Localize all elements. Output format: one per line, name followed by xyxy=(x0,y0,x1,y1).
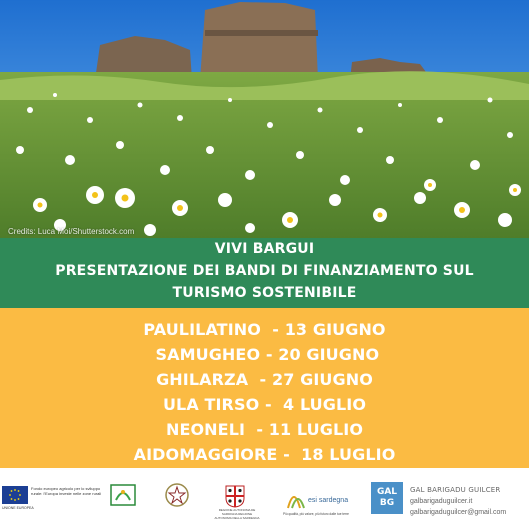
eu-caption: UNIONE EUROPEA xyxy=(2,506,34,510)
schedule-item: GHILARZA - 27 GIUGNO xyxy=(156,370,373,389)
psr-sardegna-logo xyxy=(284,482,349,512)
eu-flag-icon xyxy=(2,486,28,504)
gal-website: galbarigaduguilcer.it xyxy=(410,498,473,505)
psr-sardegna-tagline: Più qualità, più valore, più futuro dalle tue terre xyxy=(283,512,349,516)
sardinia-region-emblem-icon xyxy=(224,484,246,508)
nuraghe-meadow-image xyxy=(0,0,529,238)
gal-bg-logo xyxy=(371,482,403,514)
eafrd-text: Fondo europeo agricolo per lo sviluppo rurale: l'Europa investe nelle zone rurali xyxy=(31,486,102,496)
title-banner xyxy=(0,238,529,308)
event-schedule xyxy=(0,308,529,468)
schedule-item: PAULILATINO - 13 GIUGNO xyxy=(143,320,386,339)
banner-subtitle-line2: TURISMO SOSTENIBILE xyxy=(172,285,357,301)
italian-republic-emblem-icon xyxy=(165,482,189,508)
schedule-item: ULA TIRSO - 4 LUGLIO xyxy=(162,395,367,414)
gal-name: GAL BARIGADU GUILCER xyxy=(410,486,501,494)
banner-title: VIVI BARGUI xyxy=(214,241,315,257)
gal-logo-top: GAL xyxy=(376,487,398,497)
sardinia-region-text: REGIONE AUTONOMA DE SARDIGNA REGIONE AUTONOMA DELLA SARDEGNA xyxy=(214,508,260,520)
gal-logo-bottom: BG xyxy=(379,498,395,508)
gal-email: galbarigaduguilcer@gmail.com xyxy=(410,509,507,516)
schedule-item: NEONELI - 11 LUGLIO xyxy=(165,420,364,439)
banner-subtitle-line1: PRESENTAZIONE DEI BANDI DI FINANZIAMENTO SUL xyxy=(55,263,474,279)
leader-logo-icon xyxy=(110,484,136,506)
sponsor-footer xyxy=(0,468,529,529)
hero-photo xyxy=(0,0,529,238)
svg-text:esi sardegna: esi sardegna xyxy=(308,497,349,504)
schedule-item: AIDOMAGGIORE - 18 LUGLIO xyxy=(133,445,396,464)
photo-credits: Credits: Luca Moi/Shutterstock.com xyxy=(8,227,135,236)
schedule-item: SAMUGHEO - 20 GIUGNO xyxy=(149,345,380,364)
